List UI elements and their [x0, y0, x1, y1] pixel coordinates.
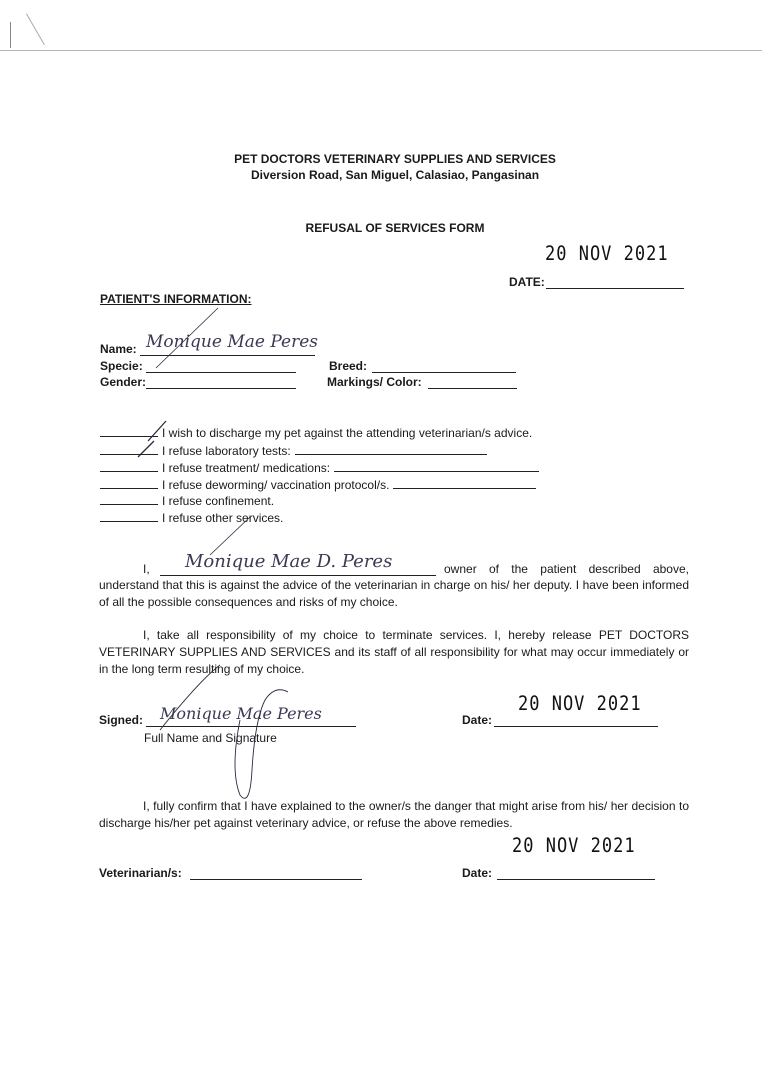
- option-line[interactable]: [393, 477, 536, 489]
- gender-label: Gender:: [100, 375, 147, 389]
- date-stamp: 20 NOV 2021: [545, 242, 669, 266]
- option-line[interactable]: [334, 460, 539, 472]
- signature-handwriting: Monique Mae Peres: [160, 704, 322, 723]
- breed-label: Breed:: [329, 359, 368, 373]
- scan-fold-line: [0, 50, 762, 51]
- signed-label: Signed:: [99, 713, 143, 727]
- name-handwriting: Monique Mae Peres: [146, 332, 318, 352]
- vet-date-line[interactable]: [497, 868, 655, 880]
- pen-stroke: [148, 300, 228, 380]
- name-label: Name:: [100, 342, 137, 356]
- pen-stroke-icon: [156, 308, 218, 368]
- check-mark-icon: [138, 441, 154, 457]
- para2: I, take all responsibility of my choice to terminate services. I, hereby release PET DOCTORS VETERINARY SUPPLIES AND SERVICES and its staff of all responsibility for what may occur immediately or in the long term resulting of my choice.: [99, 628, 689, 676]
- signed-date-line[interactable]: [494, 715, 658, 727]
- check-mark-icon: [148, 421, 166, 441]
- option-label: I refuse laboratory tests:: [162, 444, 291, 458]
- pen-stroke-icon: [160, 665, 220, 730]
- pen-stroke-icon: [235, 690, 288, 799]
- vet-line[interactable]: [190, 868, 362, 880]
- signed-date-label: Date:: [462, 713, 493, 727]
- owner-name-handwriting: Monique Mae D. Peres: [185, 551, 393, 572]
- option-label: I refuse deworming/ vaccination protocol/s.: [162, 478, 390, 492]
- signed-date-stamp: 20 NOV 2021: [518, 692, 642, 716]
- markings-line[interactable]: [428, 377, 517, 389]
- company-name: PET DOCTORS VETERINARY SUPPLIES AND SERVICES: [234, 152, 556, 166]
- option-label: I refuse confinement.: [162, 494, 275, 508]
- option-label: I refuse treatment/ medications:: [162, 461, 331, 475]
- para3: I, fully confirm that I have explained to the owner/s the danger that might arise from his/ her decision to discharge his/her pet against veterinary advice, or refuse the above remedies.: [99, 799, 689, 830]
- scan-mark: [26, 14, 45, 46]
- signature-flourish: [140, 660, 340, 810]
- check-marks: [100, 405, 270, 565]
- vet-label: Veterinarian/s:: [99, 866, 182, 880]
- scan-mark: [10, 22, 11, 48]
- company-address: Diversion Road, San Miguel, Calasiao, Pangasinan: [250, 168, 540, 182]
- option-label: I wish to discharge my pet against the attending veterinarian/s advice.: [162, 426, 533, 440]
- para1-text-b: understand that this is against the advice of the veterinarian in charge on his/ her deputy. I have been informed of all the possible consequences and risks of my choice.: [99, 578, 689, 609]
- vet-date-stamp: 20 NOV 2021: [512, 834, 636, 858]
- pen-stroke-icon: [210, 517, 250, 555]
- option-line[interactable]: [295, 443, 487, 455]
- form-title: REFUSAL OF SERVICES FORM: [305, 221, 485, 235]
- section-title: PATIENT'S INFORMATION:: [100, 292, 252, 306]
- breed-line[interactable]: [372, 361, 516, 373]
- para1-text-a: owner of the patient described above,: [444, 562, 689, 576]
- specie-label: Specie:: [100, 359, 143, 373]
- para1-i: I,: [143, 562, 150, 576]
- vet-date-label: Date:: [462, 866, 493, 880]
- option-label: I refuse other services.: [162, 511, 284, 525]
- date-label: DATE:: [509, 275, 545, 289]
- markings-label: Markings/ Color:: [327, 375, 422, 389]
- date-line[interactable]: [546, 277, 684, 289]
- signature-caption: Full Name and Signature: [144, 731, 277, 745]
